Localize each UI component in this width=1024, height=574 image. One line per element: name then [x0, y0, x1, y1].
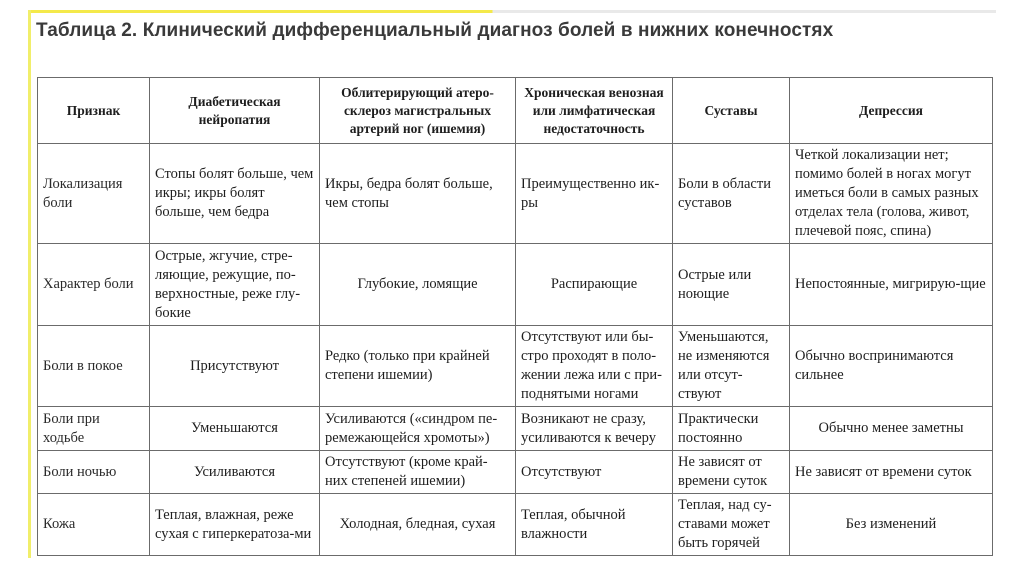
header-row: [38, 78, 993, 144]
table-cell: Теплая, над су-ставами может быть горячей: [673, 494, 790, 556]
table-cell: Распирающие: [516, 244, 673, 326]
table-cell: Редко (только при крайней степени ишемии): [320, 326, 516, 407]
table-cell: Без изменений: [790, 494, 993, 556]
table-row: [38, 244, 993, 326]
left-accent-line: [28, 10, 31, 558]
row-label: Характер боли: [38, 244, 150, 326]
table-cell: Острые или ноющие: [673, 244, 790, 326]
table-cell: Боли в области суставов: [673, 144, 790, 244]
top-accent-line: [28, 10, 996, 13]
table-title: Таблица 2. Клинический дифференциальный диагноз болей в нижних конечностях: [36, 20, 834, 41]
table-cell: Уменьшаются, не изменяются или отсут-ствуют: [673, 326, 790, 407]
table-cell: Обычно воспринимаются сильнее: [790, 326, 993, 407]
table-row: [38, 326, 993, 407]
table-row: [38, 451, 993, 494]
diagnosis-table: [37, 77, 993, 556]
header-venous-insufficiency: Хроническая венозная или лимфатическая недостаточность: [516, 78, 673, 144]
table-cell: Усиливаются («синдром пе-ремежающейся хромоты»): [320, 407, 516, 451]
header-feature: Признак: [38, 78, 150, 144]
table-row: [38, 494, 993, 556]
table-cell: Глубокие, ломящие: [320, 244, 516, 326]
table-cell: Теплая, обычной влажности: [516, 494, 673, 556]
table-cell: Преимущественно ик-ры: [516, 144, 673, 244]
table-cell: Не зависят от времени суток: [673, 451, 790, 494]
row-label: Локализация боли: [38, 144, 150, 244]
header-atherosclerosis: Облитерирующий атеро-склероз магистральных артерий ног (ишемия): [320, 78, 516, 144]
table-cell: Отсутствуют: [516, 451, 673, 494]
row-label: Боли в покое: [38, 326, 150, 407]
table-cell: Обычно менее заметны: [790, 407, 993, 451]
table-cell: Четкой локализации нет; помимо болей в ногах могут иметься боли в самых разных отделах тела (голова, живот, плечевой пояс, спина): [790, 144, 993, 244]
header-diabetic-neuropathy: Диабетическая нейропатия: [150, 78, 320, 144]
table-cell: Возникают не сразу, усиливаются к вечеру: [516, 407, 673, 451]
table-cell: Присутствуют: [150, 326, 320, 407]
row-label: Кожа: [38, 494, 150, 556]
table-cell: Непостоянные, мигрирую-щие: [790, 244, 993, 326]
table-cell: Отсутствуют или бы-стро проходят в поло-жении лежа или с при-поднятыми ногами: [516, 326, 673, 407]
table-cell: Усиливаются: [150, 451, 320, 494]
row-label: Боли ночью: [38, 451, 150, 494]
table-cell: Холодная, бледная, сухая: [320, 494, 516, 556]
table-cell: Практически постоянно: [673, 407, 790, 451]
table-cell: Стопы болят больше, чем икры; икры болят больше, чем бедра: [150, 144, 320, 244]
header-depression: Депрессия: [790, 78, 993, 144]
row-label: Боли при ходьбе: [38, 407, 150, 451]
table-cell: Теплая, влажная, реже сухая с гиперкератоза-ми: [150, 494, 320, 556]
table-cell: Отсутствуют (кроме край-них степеней ишемии): [320, 451, 516, 494]
table-row: [38, 144, 993, 244]
table-cell: Не зависят от времени суток: [790, 451, 993, 494]
header-joints: Суставы: [673, 78, 790, 144]
table-cell: Уменьшаются: [150, 407, 320, 451]
table-cell: Острые, жгучие, стре-ляющие, режущие, по-верхностные, реже глу-бокие: [150, 244, 320, 326]
table-row: [38, 407, 993, 451]
table-cell: Икры, бедра болят больше, чем стопы: [320, 144, 516, 244]
